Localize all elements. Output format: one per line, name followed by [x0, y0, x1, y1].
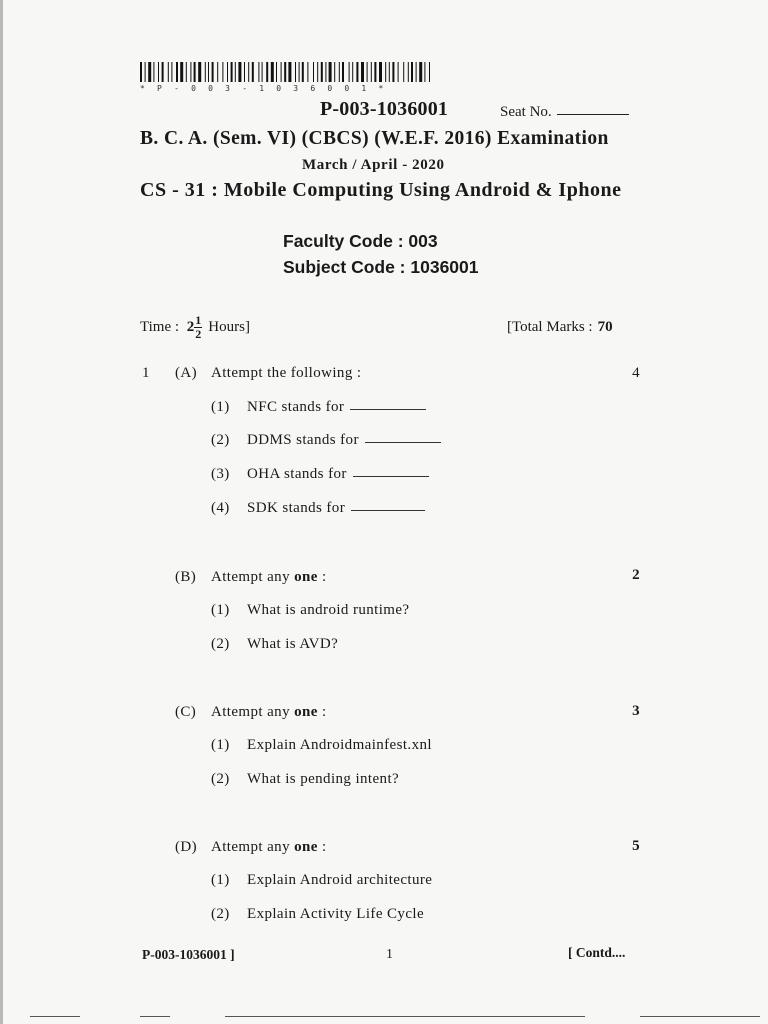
- barcode-bar: [392, 62, 394, 82]
- barcode-bar: [208, 62, 209, 82]
- barcode-bar: [186, 62, 187, 82]
- exam-session: March / April - 2020: [302, 157, 445, 173]
- barcode-bar: [271, 62, 274, 82]
- paper-code: P-003-1036001: [320, 98, 449, 120]
- section-b-item-1-number: (1): [211, 602, 230, 618]
- section-a-label: (A): [175, 365, 198, 381]
- section-b-emphasis: one: [294, 569, 318, 585]
- section-b-label: (B): [175, 569, 197, 585]
- section-b-item-2-number: (2): [211, 636, 230, 652]
- section-b-instruction-text: Attempt any: [211, 569, 290, 585]
- section-c-item-2-number: (2): [211, 771, 230, 787]
- seat-blank-line: [557, 114, 629, 115]
- barcode-bar: [227, 62, 228, 82]
- scan-edge-line: [640, 1016, 760, 1017]
- barcode-bar: [276, 62, 277, 82]
- barcode-bar: [349, 62, 350, 82]
- section-a-item-3-number: (3): [211, 466, 230, 482]
- answer-blank: [350, 409, 426, 410]
- scan-edge-line: [140, 1016, 170, 1017]
- barcode-bar: [339, 62, 340, 82]
- barcode-bar: [153, 62, 154, 82]
- barcode-bar: [145, 62, 146, 82]
- section-c-item-1-number: (1): [211, 737, 230, 753]
- barcode-bar: [313, 62, 314, 82]
- barcode-bar: [403, 62, 404, 82]
- section-d-item-2-text: Explain Activity Life Cycle: [247, 906, 425, 922]
- barcode-bar: [307, 62, 308, 82]
- answer-blank: [353, 476, 429, 477]
- section-a-item-4-number: (4): [211, 500, 230, 516]
- continued-note: [ Contd....: [568, 945, 626, 960]
- section-d-label: (D): [175, 839, 198, 855]
- subject-title: CS - 31 : Mobile Computing Using Android & Iphone: [140, 179, 622, 201]
- subject-code: Subject Code : 1036001: [283, 257, 479, 277]
- section-a-marks: 4: [632, 365, 640, 381]
- section-b-item-2-text: What is AVD?: [247, 636, 339, 652]
- barcode-bar: [244, 62, 245, 82]
- section-a-instruction: Attempt the following :: [211, 365, 362, 381]
- section-c-colon: :: [321, 704, 327, 720]
- barcode-bar: [266, 62, 268, 82]
- barcode-bar: [176, 62, 178, 82]
- barcode-bar: [416, 62, 417, 82]
- section-d-instruction: [211, 839, 327, 856]
- time-fraction-numerator: 1: [195, 313, 202, 327]
- barcode-bar: [398, 62, 399, 82]
- section-c-emphasis: one: [294, 704, 318, 720]
- barcode-bar: [356, 62, 358, 82]
- section-a-item-3: [247, 466, 429, 483]
- barcode-bar: [379, 62, 382, 82]
- section-b-item-1-text: What is android runtime?: [247, 602, 410, 618]
- section-c-instruction: [211, 704, 327, 721]
- section-a-item-1-number: (1): [211, 399, 230, 415]
- barcode-bar: [429, 62, 430, 82]
- barcode-bar: [334, 62, 335, 82]
- scan-edge-line: [225, 1016, 585, 1017]
- barcode-bar: [302, 62, 304, 82]
- section-c-marks: 3: [632, 703, 640, 719]
- barcode-bar: [258, 62, 259, 82]
- barcode-bar: [217, 62, 218, 82]
- section-c-instruction-text: Attempt any: [211, 704, 290, 720]
- section-d-colon: :: [321, 839, 327, 855]
- section-d-emphasis: one: [294, 839, 318, 855]
- time-prefix: Time :: [140, 318, 180, 335]
- barcode-bar: [194, 62, 196, 82]
- section-b-colon: :: [321, 569, 327, 585]
- barcode-bar: [235, 62, 236, 82]
- section-a-item-4: [247, 500, 425, 517]
- barcode-bar: [367, 62, 368, 82]
- barcode-bar: [238, 62, 241, 82]
- barcode-bar: [252, 62, 254, 82]
- faculty-code: Faculty Code : 003: [283, 231, 438, 251]
- exam-title: B. C. A. (Sem. VI) (CBCS) (W.E.F. 2016) Examination: [140, 128, 609, 149]
- barcode-bar: [262, 62, 263, 82]
- section-a-item-3-text: OHA stands for: [247, 466, 347, 482]
- barcode-bar: [295, 62, 296, 82]
- barcode-bar: [148, 62, 151, 82]
- section-a-item-1: [247, 399, 426, 416]
- barcode-bar: [198, 62, 201, 82]
- section-a-item-4-text: SDK stands for: [247, 500, 346, 516]
- barcode-bar: [171, 62, 172, 82]
- barcode-bar: [248, 62, 249, 82]
- barcode-bar: [158, 62, 159, 82]
- barcode-bar: [374, 62, 376, 82]
- time-fraction: [194, 314, 202, 341]
- section-a-item-2-number: (2): [211, 432, 230, 448]
- section-c-item-2-text: What is pending intent?: [247, 771, 400, 787]
- time-allowed: [140, 314, 250, 341]
- footer-paper-code: P-003-1036001 ]: [142, 947, 235, 962]
- barcode-bar: [411, 62, 413, 82]
- barcode-bar: [389, 62, 390, 82]
- barcode-bar: [342, 62, 344, 82]
- barcode-bar: [408, 62, 409, 82]
- total-marks: [507, 319, 613, 336]
- barcode-bar: [205, 62, 206, 82]
- barcode-bar: [325, 62, 326, 82]
- barcode-bar: [168, 62, 169, 82]
- section-c-label: (C): [175, 704, 197, 720]
- total-marks-label: [Total Marks :: [507, 319, 593, 335]
- section-d-item-1-text: Explain Android architecture: [247, 872, 433, 888]
- section-d-item-2-number: (2): [211, 906, 230, 922]
- answer-blank: [351, 510, 425, 511]
- barcode-bar: [288, 62, 291, 82]
- total-marks-value: 70: [597, 319, 613, 335]
- section-a-item-2: [247, 432, 441, 449]
- barcode-bar: [299, 62, 300, 82]
- seat-label: Seat No.: [500, 104, 552, 120]
- barcode-bar: [329, 62, 332, 82]
- section-d-marks: 5: [632, 838, 640, 854]
- barcode-bar: [231, 62, 233, 82]
- section-a-item-2-text: DDMS stands for: [247, 432, 359, 448]
- page-edge: [0, 0, 3, 1024]
- question-number: 1: [142, 365, 150, 381]
- time-fraction-denominator: 2: [195, 327, 202, 341]
- barcode-bar: [180, 62, 183, 82]
- barcode-bar: [385, 62, 386, 82]
- section-c-item-1-text: Explain Androidmainfest.xnl: [247, 737, 432, 753]
- scan-edge-line: [30, 1016, 80, 1017]
- time-suffix: Hours]: [208, 318, 250, 335]
- answer-blank: [365, 442, 441, 443]
- time-whole: 2: [186, 318, 195, 335]
- barcode-bar: [212, 62, 214, 82]
- section-a-item-1-text: NFC stands for: [247, 399, 345, 415]
- section-b-marks: 2: [632, 567, 640, 583]
- section-d-item-1-number: (1): [211, 872, 230, 888]
- barcode-bar: [317, 62, 318, 82]
- barcode-bar: [162, 62, 164, 82]
- barcode-bar: [222, 62, 223, 82]
- barcode-image: [140, 62, 432, 82]
- barcode-bar: [321, 62, 323, 82]
- section-d-instruction-text: Attempt any: [211, 839, 290, 855]
- barcode-bar: [371, 62, 372, 82]
- barcode-bar: [284, 62, 286, 82]
- section-b-instruction: [211, 569, 327, 586]
- page-number: 1: [386, 947, 393, 962]
- seat-number-field: [500, 104, 629, 121]
- barcode-bar: [190, 62, 191, 82]
- barcode-bar: [419, 62, 422, 82]
- barcode-bar: [361, 62, 364, 82]
- barcode-bar: [140, 62, 142, 82]
- barcode-caption: * P - 0 0 3 - 1 0 3 6 0 0 1 *: [140, 84, 387, 93]
- barcode-bar: [352, 62, 353, 82]
- barcode-bar: [281, 62, 282, 82]
- barcode-bar: [424, 62, 425, 82]
